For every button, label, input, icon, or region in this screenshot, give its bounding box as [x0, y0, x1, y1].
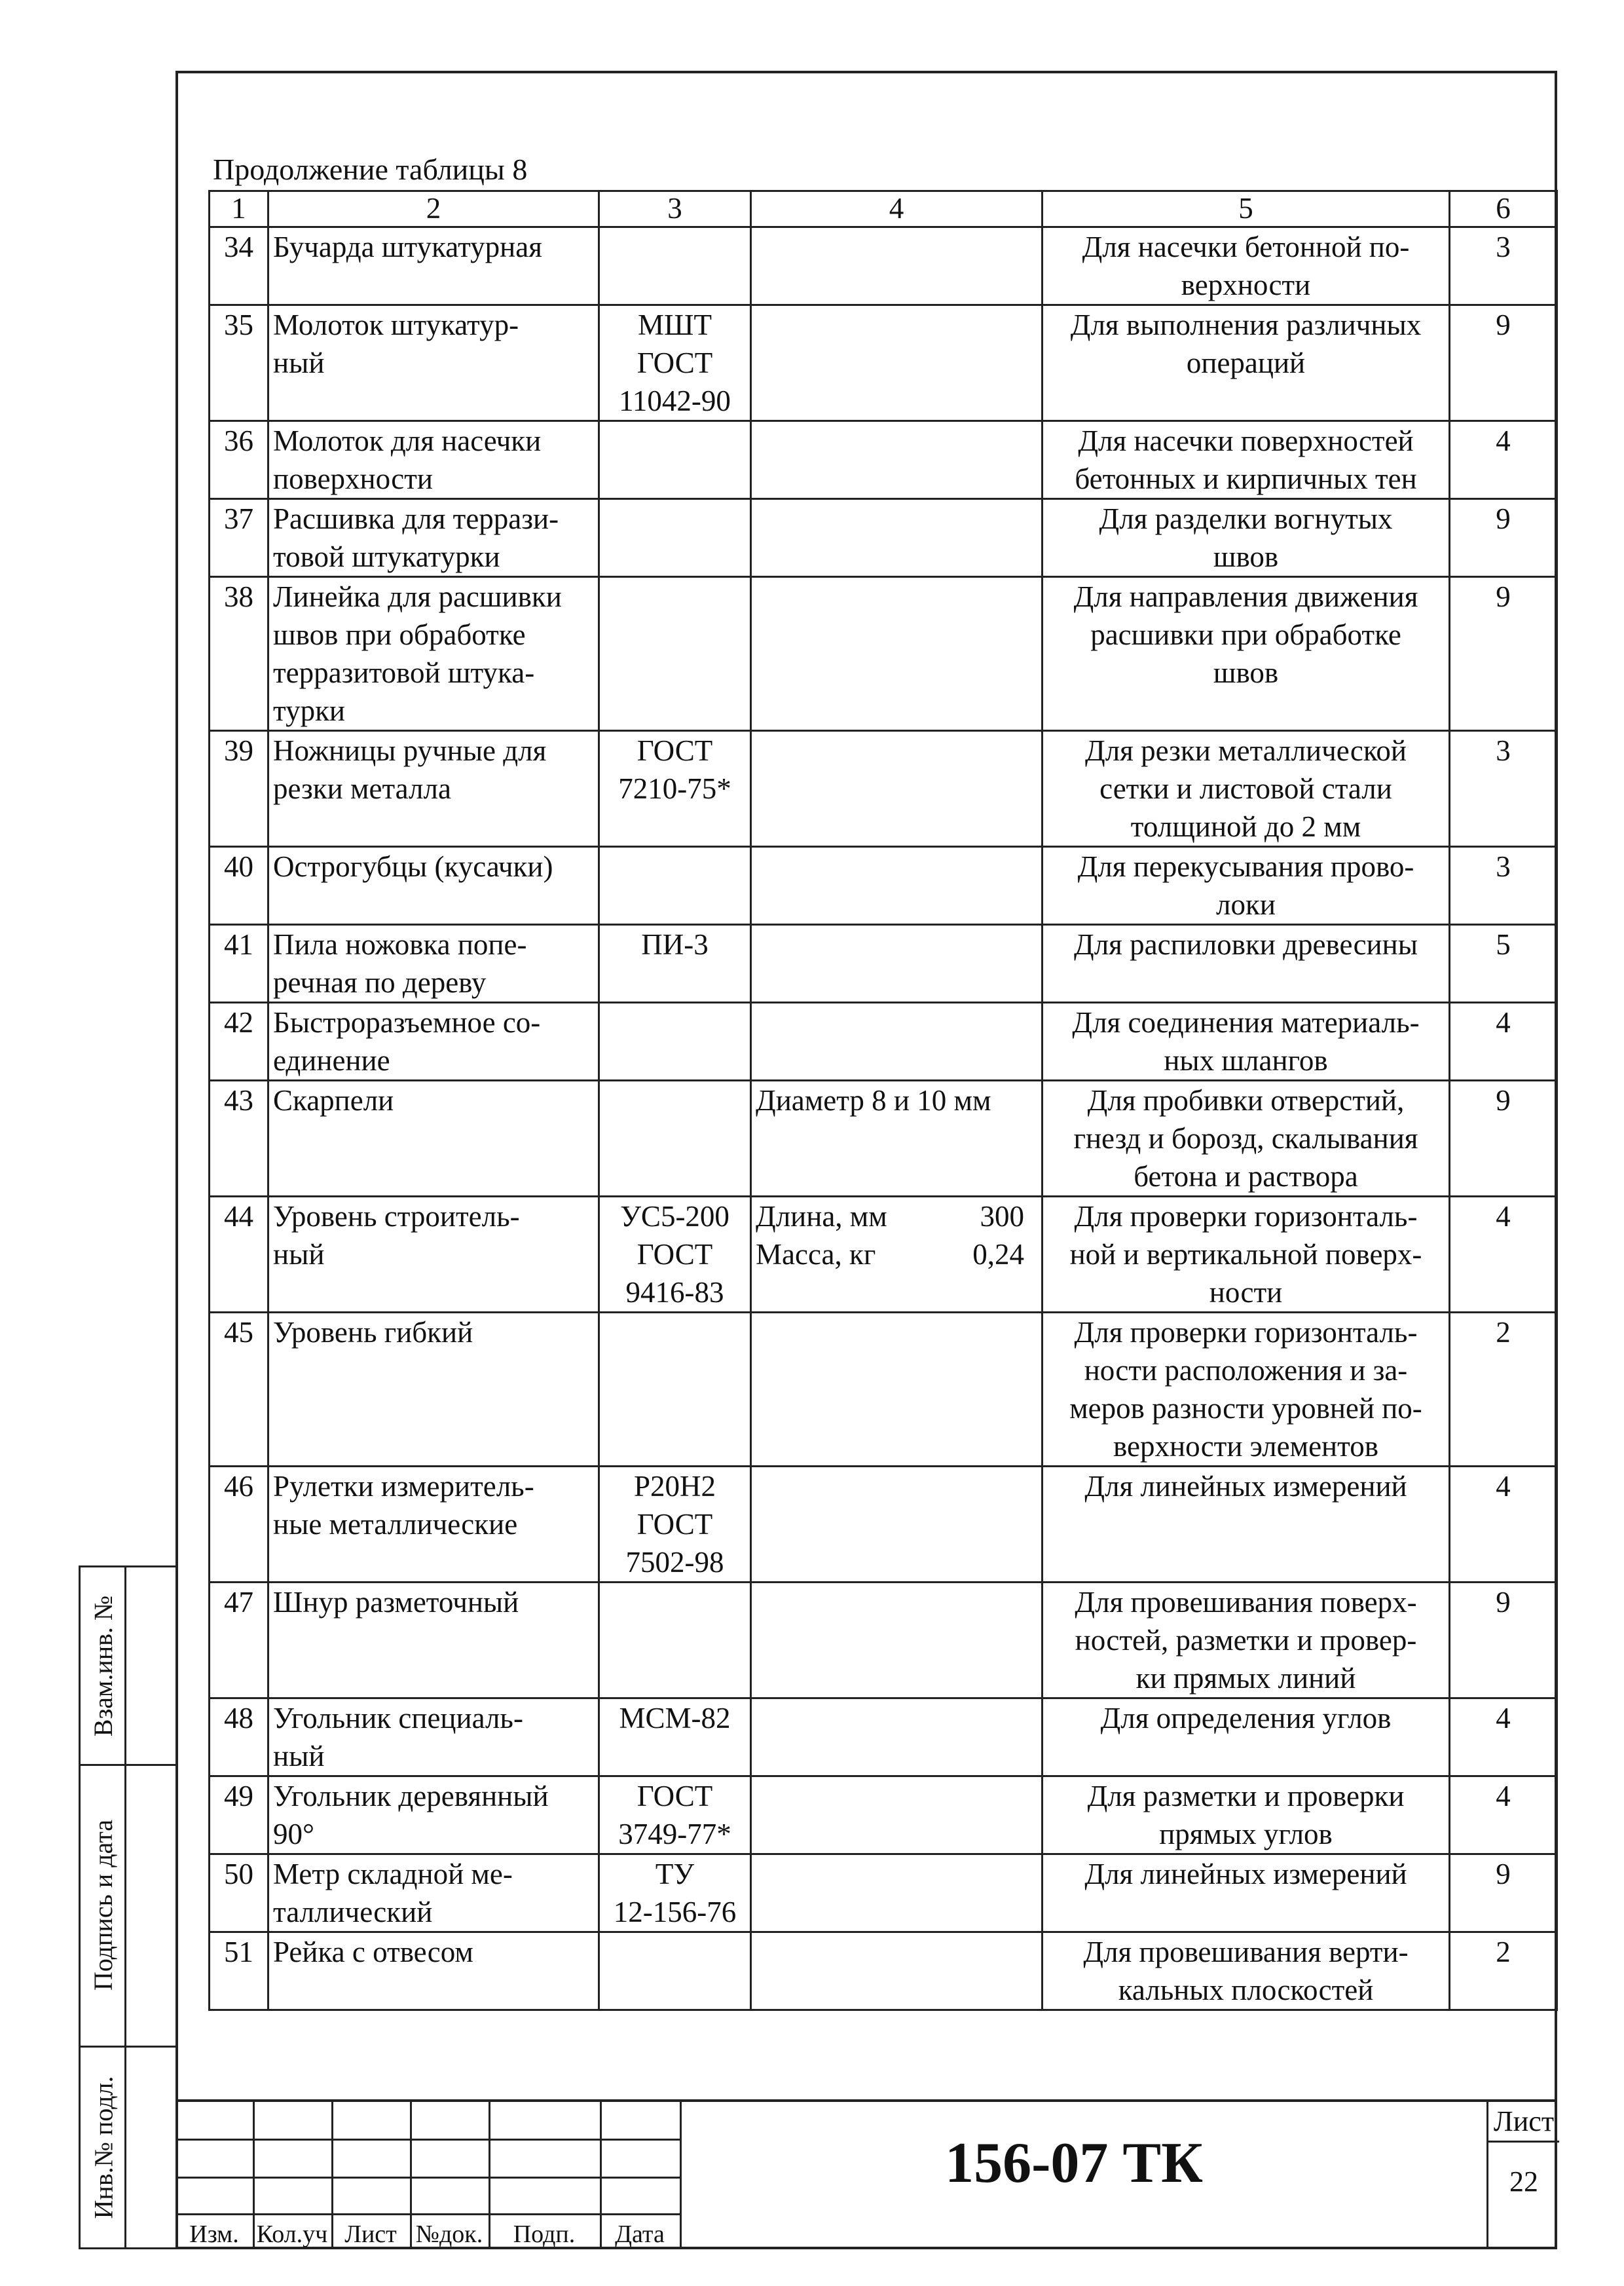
tool-quantity: 9 [1450, 577, 1557, 731]
tool-name: Острогубцы (кусачки) [268, 847, 599, 925]
tool-purpose: Для резки металлической сетки и листовой стали толщиной до 2 мм [1043, 731, 1450, 847]
tool-purpose: Для проверки горизонталь- ности расположения и за- меров разности уровней по- верхности элементов [1043, 1313, 1450, 1467]
tool-parameters [751, 731, 1043, 847]
row-number: 50 [210, 1854, 268, 1932]
tool-purpose: Для провешивания верти- кальных плоскостей [1043, 1932, 1450, 2010]
tool-standard: МШТ ГОСТ 11042-90 [599, 305, 751, 421]
tool-purpose: Для насечки бетонной по- верхности [1043, 227, 1450, 305]
title-block-line [175, 2213, 680, 2215]
tool-parameters [751, 1932, 1043, 2010]
row-number: 40 [210, 847, 268, 925]
parameter-value: 300 [980, 1200, 1024, 1233]
row-number: 45 [210, 1313, 268, 1467]
tool-parameters [751, 1313, 1043, 1467]
tool-quantity: 2 [1450, 1932, 1557, 2010]
tool-parameters [751, 1583, 1043, 1698]
tool-standard: Р20Н2 ГОСТ 7502-98 [599, 1467, 751, 1583]
tool-name: Линейка для расшивки швов при обработке терразитовой штука- турки [268, 577, 599, 731]
side-stamp-vzam [81, 1567, 126, 1764]
table-row [210, 1081, 1557, 1197]
side-stamp [79, 1565, 175, 2249]
tool-purpose: Для соединения материаль- ных шлангов [1043, 1003, 1450, 1081]
tool-name: Уровень гибкий [268, 1313, 599, 1467]
tool-purpose: Для провешивания поверх- ностей, разметки и провер- ки прямых линий [1043, 1583, 1450, 1698]
tool-standard: ТУ 12-156-76 [599, 1854, 751, 1932]
tool-name: Быстроразъемное со- единение [268, 1003, 599, 1081]
table-row [210, 847, 1557, 925]
equipment-table [208, 190, 1558, 2011]
tool-standard [599, 847, 751, 925]
tool-name: Молоток штукатур- ный [268, 305, 599, 421]
tool-parameters [751, 1698, 1043, 1776]
sheet-number: 22 [1509, 2165, 1538, 2198]
title-block-label: Подп. [513, 2220, 576, 2248]
tool-name: Бучарда штукатурная [268, 227, 599, 305]
row-number: 48 [210, 1698, 268, 1776]
row-number: 36 [210, 421, 268, 499]
tool-quantity: 9 [1450, 1854, 1557, 1932]
document-code: 156-07 ТК [945, 2131, 1203, 2195]
tool-standard: ГОСТ 7210-75* [599, 731, 751, 847]
header-cell: 2 [268, 191, 599, 227]
row-number: 41 [210, 925, 268, 1003]
parameter-label: Масса, кг [756, 1238, 876, 1271]
tool-quantity: 4 [1450, 1467, 1557, 1583]
tool-parameters [751, 227, 1043, 305]
tool-standard [599, 227, 751, 305]
header-cell: 1 [210, 191, 268, 227]
parameter-value: 0,24 [972, 1238, 1024, 1271]
tool-parameters [751, 925, 1043, 1003]
tool-quantity: 3 [1450, 847, 1557, 925]
tool-standard: ПИ-3 [599, 925, 751, 1003]
table-header-row [210, 191, 1557, 227]
tool-standard [599, 1583, 751, 1698]
table-row [210, 227, 1557, 305]
tool-quantity: 4 [1450, 1003, 1557, 1081]
table-row [210, 1467, 1557, 1583]
table-row [210, 1698, 1557, 1776]
header-cell: 5 [1043, 191, 1450, 227]
sheet-label: Лист [1488, 2105, 1559, 2143]
title-block-label: №док. [415, 2220, 483, 2248]
tool-purpose: Для линейных измерений [1043, 1854, 1450, 1932]
tool-parameters: Диаметр 8 и 10 мм [751, 1081, 1043, 1197]
table-row [210, 731, 1557, 847]
table-row [210, 1003, 1557, 1081]
title-block-label: Лист [344, 2220, 397, 2248]
tool-quantity: 9 [1450, 499, 1557, 577]
row-number: 39 [210, 731, 268, 847]
tool-name: Расшивка для террази- товой штукатурки [268, 499, 599, 577]
header-cell: 4 [751, 191, 1043, 227]
tool-standard [599, 1081, 751, 1197]
table-row [210, 305, 1557, 421]
table-row [210, 925, 1557, 1003]
title-block-label: Кол.уч [256, 2220, 328, 2248]
tool-quantity: 3 [1450, 227, 1557, 305]
tool-parameters [751, 1854, 1043, 1932]
side-stamp-podpis [81, 1764, 126, 2046]
tool-name: Метр складной ме- таллический [268, 1854, 599, 1932]
title-block-line [175, 2177, 680, 2179]
table-caption: Продолжение таблицы 8 [213, 153, 528, 186]
tool-purpose: Для перекусывания прово- локи [1043, 847, 1450, 925]
header-cell: 6 [1450, 191, 1557, 227]
tool-parameters [751, 577, 1043, 731]
tool-purpose: Для определения углов [1043, 1698, 1450, 1776]
row-number: 46 [210, 1467, 268, 1583]
table-row [210, 499, 1557, 577]
title-block-line [175, 2139, 680, 2141]
row-number: 38 [210, 577, 268, 731]
tool-parameters [751, 847, 1043, 925]
tool-quantity: 4 [1450, 421, 1557, 499]
header-cell: 3 [599, 191, 751, 227]
tool-purpose: Для направления движения расшивки при обработке швов [1043, 577, 1450, 731]
tool-purpose: Для разделки вогнутых швов [1043, 499, 1450, 577]
tool-parameters [751, 1776, 1043, 1854]
table-row [210, 421, 1557, 499]
title-block-label: Изм. [189, 2220, 239, 2248]
tool-name: Угольник специаль- ный [268, 1698, 599, 1776]
tool-standard [599, 577, 751, 731]
sheet-box [1486, 2099, 1557, 2249]
tool-name: Шнур разметочный [268, 1583, 599, 1698]
tool-name: Угольник деревянный 90° [268, 1776, 599, 1854]
tool-name: Пила ножовка попе- речная по дереву [268, 925, 599, 1003]
row-number: 42 [210, 1003, 268, 1081]
row-number: 47 [210, 1583, 268, 1698]
tool-parameters [751, 499, 1043, 577]
tool-quantity: 4 [1450, 1698, 1557, 1776]
tool-name: Ножницы ручные для резки металла [268, 731, 599, 847]
tool-quantity: 9 [1450, 1081, 1557, 1197]
tool-quantity: 9 [1450, 305, 1557, 421]
tool-standard [599, 421, 751, 499]
tool-purpose: Для насечки поверхностей бетонных и кирпичных тен [1043, 421, 1450, 499]
side-stamp-inv-text: Инв.№ подл. [88, 2076, 119, 2219]
tool-name: Уровень строитель- ный [268, 1197, 599, 1313]
title-block-line [680, 2102, 682, 2249]
title-block-label: Дата [615, 2220, 665, 2248]
row-number: 51 [210, 1932, 268, 2010]
tool-quantity: 5 [1450, 925, 1557, 1003]
tool-name: Молоток для насечки поверхности [268, 421, 599, 499]
row-number: 35 [210, 305, 268, 421]
table-row [210, 1197, 1557, 1313]
parameter-line [756, 1197, 1037, 1235]
tool-parameters [751, 305, 1043, 421]
table-row [210, 1854, 1557, 1932]
tool-quantity: 4 [1450, 1776, 1557, 1854]
table-row [210, 1776, 1557, 1854]
row-number: 43 [210, 1081, 268, 1197]
tool-parameters [751, 421, 1043, 499]
tool-standard: УС5-200 ГОСТ 9416-83 [599, 1197, 751, 1313]
row-number: 37 [210, 499, 268, 577]
parameter-line [756, 1235, 1037, 1273]
tool-standard [599, 499, 751, 577]
tool-quantity: 9 [1450, 1583, 1557, 1698]
tool-standard: ГОСТ 3749-77* [599, 1776, 751, 1854]
table-row [210, 1583, 1557, 1698]
tool-parameters [751, 1467, 1043, 1583]
tool-quantity: 2 [1450, 1313, 1557, 1467]
tool-purpose: Для линейных измерений [1043, 1467, 1450, 1583]
table-row [210, 1932, 1557, 2010]
tool-standard: МСМ-82 [599, 1698, 751, 1776]
parameter-label: Длина, мм [756, 1200, 887, 1233]
tool-purpose: Для выполнения различных операций [1043, 305, 1450, 421]
row-number: 49 [210, 1776, 268, 1854]
tool-name: Рейка с отвесом [268, 1932, 599, 2010]
tool-quantity: 4 [1450, 1197, 1557, 1313]
tool-standard [599, 1313, 751, 1467]
tool-purpose: Для разметки и проверки прямых углов [1043, 1776, 1450, 1854]
tool-name: Рулетки измеритель- ные металлические [268, 1467, 599, 1583]
tool-name: Скарпели [268, 1081, 599, 1197]
row-number: 34 [210, 227, 268, 305]
tool-parameters [751, 1197, 1043, 1313]
side-stamp-vzam-text: Взам.инв. № [88, 1595, 119, 1736]
tool-purpose: Для распиловки древесины [1043, 925, 1450, 1003]
side-stamp-inv [81, 2046, 126, 2249]
tool-quantity: 3 [1450, 731, 1557, 847]
side-stamp-podpis-text: Подпись и дата [88, 1819, 119, 1991]
tool-purpose: Для пробивки отверстий, гнезд и борозд, скалывания бетона и раствора [1043, 1081, 1450, 1197]
row-number: 44 [210, 1197, 268, 1313]
tool-purpose: Для проверки горизонталь- ной и вертикальной поверх- ности [1043, 1197, 1450, 1313]
tool-standard [599, 1003, 751, 1081]
table-row [210, 577, 1557, 731]
tool-standard [599, 1932, 751, 2010]
table-row [210, 1313, 1557, 1467]
tool-parameters [751, 1003, 1043, 1081]
